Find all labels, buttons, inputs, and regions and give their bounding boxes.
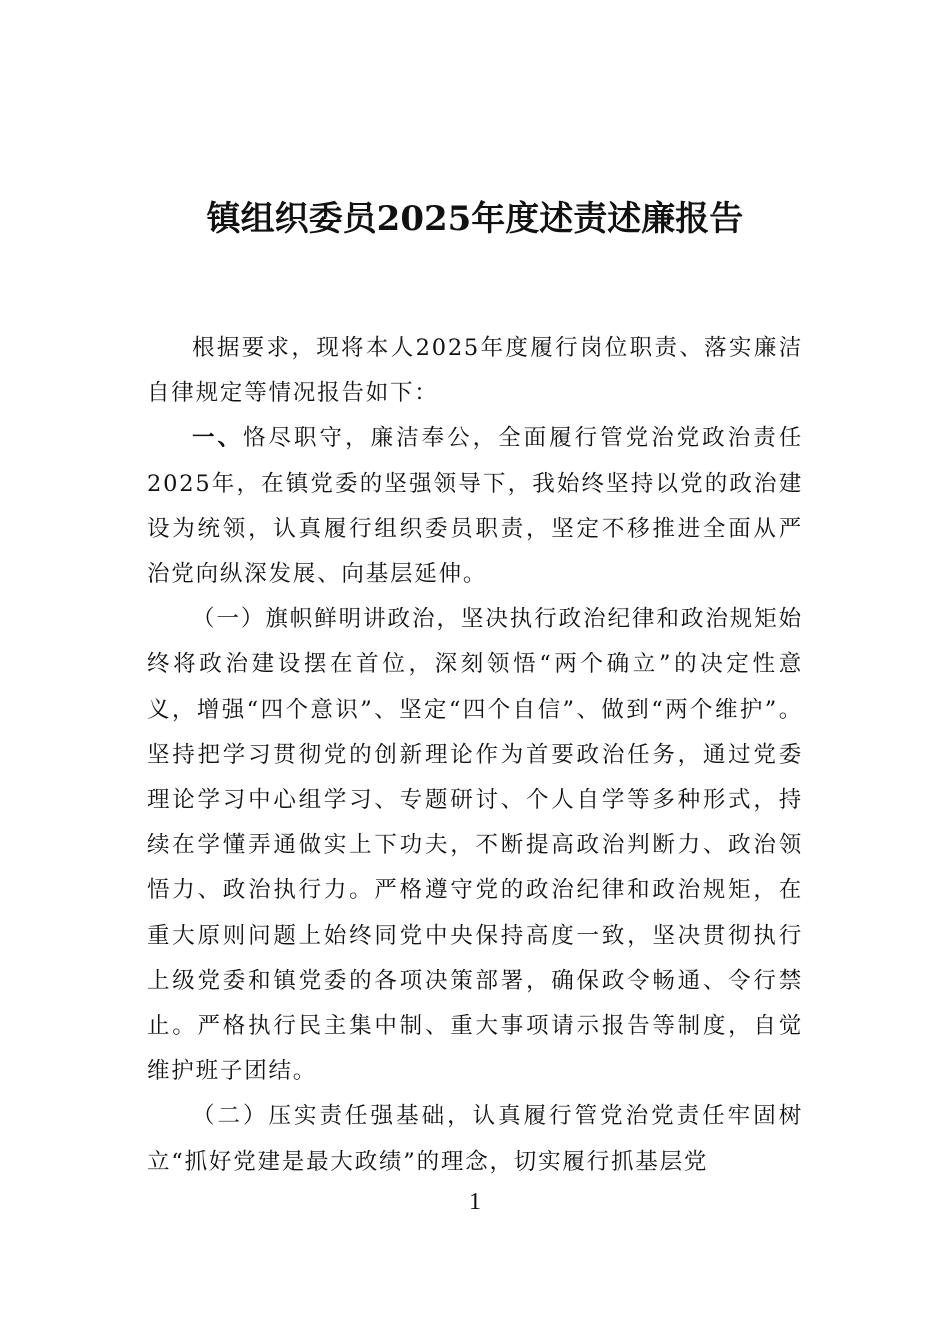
paragraph-subsection-one xyxy=(147,597,803,1094)
paragraph-section-one xyxy=(147,416,803,597)
paragraph-text: 恪尽职守，廉洁奉公，全面履行管党治党政治责任2025年，在镇党委的坚强领导下，我始终坚持以党的政治建设为统领，认真履行组织委员职责，坚定不移推进全面从严治党向纵深发展、向基层延伸。 xyxy=(147,425,803,588)
paragraph-subsection-two xyxy=(147,1094,803,1184)
paragraph-text: （一）旗帜鲜明讲政治，坚决执行政治纪律和政治规矩始终将政治建设摆在首位，深刻领悟“两个确立”的决定性意义，增强“四个意识”、坚定“四个自信”、做到“两个维护”。坚持把学习贯彻党的创新理论作为首要政治任务，通过党委理论学习中心组学习、专题研讨、个人自学等多种形式，持续在学懂弄通做实上下功夫，不断提高政治判断力、政治领悟力、政治执行力。严格遵守党的政治纪律和政治规矩，在重大原则问题上始终同党中央保持高度一致，坚决贯彻执行上级党委和镇党委的各项决策部署，确保政令畅通、令行禁止。严格执行民主集中制、重大事项请示报告等制度，自觉维护班子团结。 xyxy=(147,606,803,1085)
section-number: 一、 xyxy=(192,425,244,452)
document-body xyxy=(147,326,803,1185)
paragraph-intro xyxy=(147,326,803,416)
paragraph-text: 根据要求，现将本人2025年度履行岗位职责、落实廉洁自律规定等情况报告如下： xyxy=(147,335,803,407)
document-title: 镇组织委员2025年度述责述廉报告 xyxy=(206,199,744,239)
paragraph-text: （二）压实责任强基础，认真履行管党治党责任牢固树立“抓好党建是最大政绩”的理念，切实履行抓基层党 xyxy=(147,1103,803,1175)
page-number: 1 xyxy=(469,1189,481,1215)
